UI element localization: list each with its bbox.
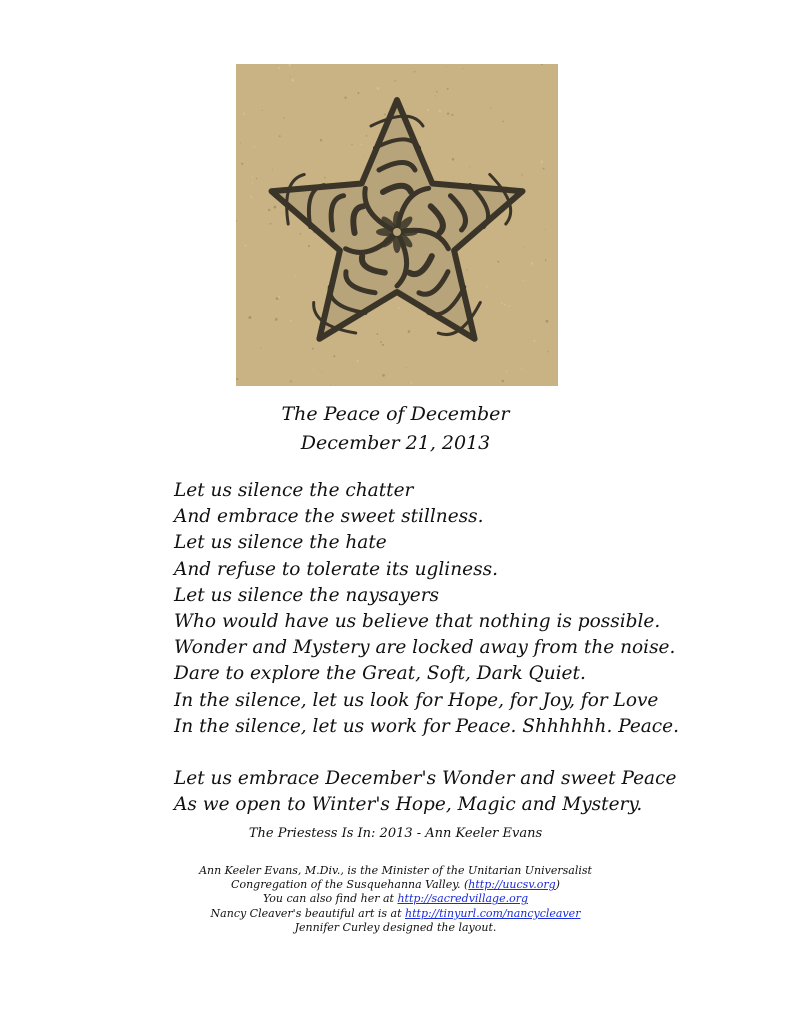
credits-congregation: Congregation of the Susquehanna Valley. (http://uucsv.org) bbox=[231, 878, 560, 892]
poem-line: Who would have us believe that nothing is possible. bbox=[174, 611, 661, 633]
poem-line: In the silence, let us work for Peace. Shhhhhh. Peace. bbox=[174, 715, 680, 737]
sacredvillage-link[interactable]: http://sacredvillage.org bbox=[397, 892, 528, 906]
poem-line: Wonder and Mystery are locked away from the noise. bbox=[174, 637, 676, 659]
signature: The Priestess Is In: 2013 - Ann Keeler Evans bbox=[248, 826, 543, 841]
star-mandala-icon bbox=[236, 64, 558, 386]
credits-art: Nancy Cleaver's beautiful art is at http://tinyurl.com/nancycleaver bbox=[210, 906, 581, 920]
poem-date: December 21, 2013 bbox=[300, 432, 491, 454]
credits-minister: Ann Keeler Evans, M.Div., is the Minister of the Unitarian Universalist bbox=[199, 864, 592, 877]
poem-line: Let us silence the hate bbox=[174, 532, 387, 554]
credits-sacredvillage: You can also find her at http://sacredvillage.org bbox=[263, 892, 528, 906]
credits-layout: Jennifer Curley designed the layout. bbox=[294, 920, 497, 934]
poem-line: Let us silence the chatter bbox=[174, 480, 414, 501]
poem-line: Dare to explore the Great, Soft, Dark Quiet. bbox=[174, 663, 586, 685]
poem-line: And refuse to tolerate its ugliness. bbox=[174, 558, 498, 580]
poem-line: Let us silence the naysayers bbox=[174, 584, 440, 606]
uucsv-link[interactable]: http://uucsv.org bbox=[468, 878, 556, 892]
poem-line: In the silence, let us look for Hope, for Joy, for Love bbox=[174, 689, 659, 711]
poem-line: And embrace the sweet stillness. bbox=[174, 506, 484, 528]
poem-body bbox=[174, 478, 774, 819]
poem-title: The Peace of December bbox=[281, 403, 510, 425]
poem-header bbox=[0, 400, 791, 458]
stanza-break bbox=[174, 740, 774, 766]
poem-line: As we open to Winter's Hope, Magic and Mystery. bbox=[174, 794, 643, 816]
nancycleaver-link[interactable]: http://tinyurl.com/nancycleaver bbox=[405, 906, 581, 920]
star-artwork bbox=[236, 64, 558, 386]
credits bbox=[0, 864, 791, 935]
poem-line: Let us embrace December's Wonder and sweet Peace bbox=[174, 768, 677, 790]
